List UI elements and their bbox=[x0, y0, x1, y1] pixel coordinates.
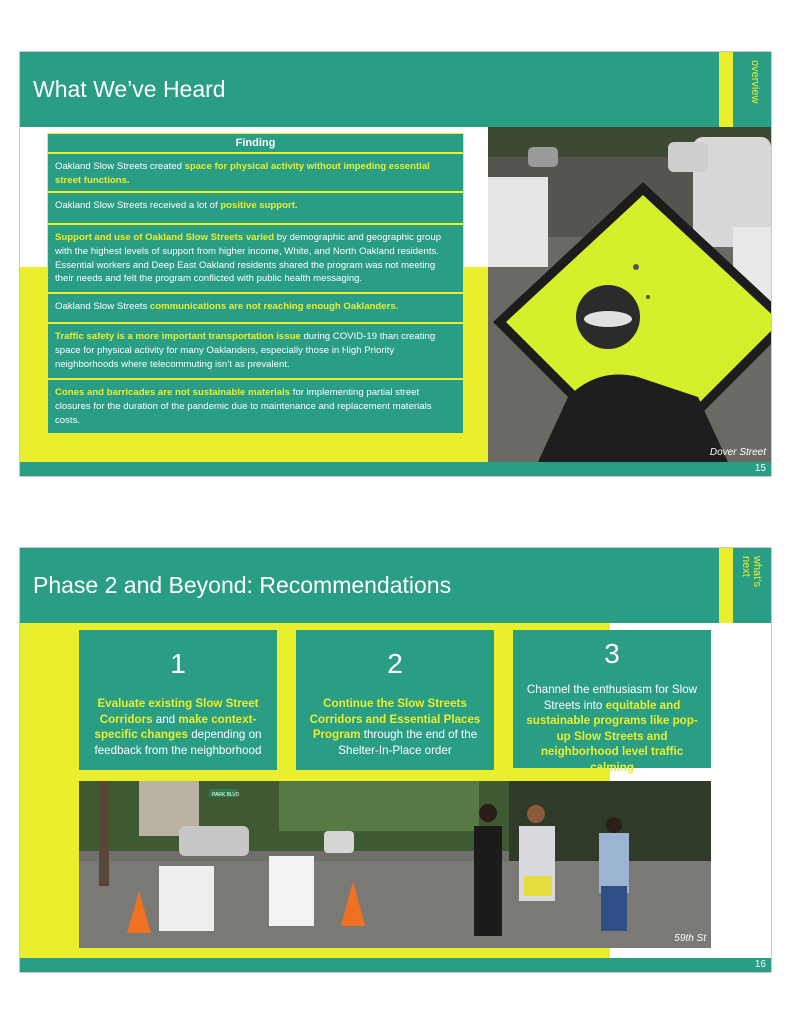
photo-caption: 59th St bbox=[674, 933, 706, 944]
row-text: by demographic and geographic group with the highest levels of support from higher income, White, and North Oakland residents. Essential workers and Deep East Oakland residents shared the program was not meeting their needs and felt the program conflicted with public health messaging. bbox=[55, 232, 442, 285]
tag-line-1: what’s bbox=[751, 556, 763, 587]
tag-accent-bar bbox=[719, 52, 733, 127]
row-text: during COVID-19 than creating space for physical activity for many Oaklanders, especially those in High Priority neighborhoods where telecommuting isn’t as prevalent. bbox=[55, 331, 436, 370]
row-text: for implementing partial street closures for the duration of the pandemic due to maintenance and replacement materials costs. bbox=[55, 387, 432, 426]
slide-footer bbox=[20, 958, 771, 972]
rec-text-part: depending on feedback from the neighborhood bbox=[94, 728, 262, 757]
section-tag bbox=[719, 548, 771, 623]
slide-header bbox=[20, 52, 719, 127]
table-row bbox=[48, 294, 463, 322]
table-row bbox=[48, 324, 463, 378]
table-row bbox=[48, 225, 463, 292]
street-sign-text: PARK BLVD bbox=[212, 792, 240, 798]
slide-header bbox=[20, 548, 719, 623]
rec-highlight: Continue the Slow Streets Corridors and Essential Places Program bbox=[309, 697, 481, 741]
page-number: 15 bbox=[754, 463, 766, 474]
slide-15 bbox=[20, 52, 771, 476]
slide-title: Phase 2 and Beyond: Recommendations bbox=[33, 572, 452, 598]
table-row bbox=[48, 380, 463, 433]
tag-accent-bar bbox=[719, 548, 733, 623]
recommendation-card-1 bbox=[79, 630, 277, 770]
recommendation-number: 1 bbox=[170, 648, 186, 679]
row-text: Oakland Slow Streets created bbox=[55, 161, 185, 172]
recommendation-card-2 bbox=[296, 630, 494, 770]
slide-16 bbox=[20, 548, 771, 972]
rec-text-part: Channel the enthusiasm for Slow Streets into bbox=[526, 683, 698, 712]
tag-line-2: next bbox=[740, 556, 752, 577]
sign-photo-illustration bbox=[488, 127, 771, 462]
row-highlight: Cones and barricades are not sustainable materials bbox=[55, 387, 291, 398]
recommendation-text bbox=[79, 696, 277, 758]
recommendation-card-3 bbox=[513, 630, 711, 774]
rec-highlight: equitable and sustainable programs like pop-up Slow Streets and neighborhood level traffic calming bbox=[526, 698, 698, 774]
table-row bbox=[48, 154, 463, 191]
section-tag-label: overview bbox=[749, 60, 761, 104]
table-header: Finding bbox=[48, 134, 463, 152]
table-row bbox=[48, 193, 463, 223]
rec-text-part: and bbox=[152, 712, 179, 726]
photo-caption: Dover Street bbox=[709, 447, 766, 458]
row-highlight: communications are not reaching enough Oaklanders. bbox=[149, 301, 399, 312]
recommendation-text bbox=[513, 682, 711, 775]
rec-highlight: make context-specific changes bbox=[94, 712, 257, 741]
section-tag-label bbox=[740, 556, 762, 587]
page-number: 16 bbox=[754, 959, 766, 970]
recommendation-number: 3 bbox=[604, 638, 620, 669]
rec-highlight: Evaluate existing Slow Street Corridors bbox=[97, 697, 259, 726]
section-tag bbox=[719, 52, 771, 127]
rec-text-part: through the end of the Shelter-In-Place order bbox=[338, 728, 478, 757]
row-text: Oakland Slow Streets bbox=[55, 301, 150, 312]
row-text: Oakland Slow Streets received a lot of bbox=[55, 200, 221, 211]
59th-street-photo bbox=[79, 781, 711, 948]
row-highlight: space for physical activity without impeding essential street functions. bbox=[55, 161, 430, 186]
dover-street-photo bbox=[488, 127, 771, 462]
row-highlight: Traffic safety is a more important transportation issue bbox=[55, 331, 301, 342]
slide-footer bbox=[20, 462, 771, 476]
recommendation-number: 2 bbox=[387, 648, 403, 679]
row-highlight: Support and use of Oakland Slow Streets varied bbox=[55, 232, 275, 243]
slide-title: What We’ve Heard bbox=[33, 76, 226, 102]
street-photo-illustration bbox=[79, 781, 711, 948]
recommendation-text bbox=[296, 696, 494, 758]
row-highlight: positive support. bbox=[220, 200, 298, 211]
findings-table bbox=[47, 133, 464, 434]
